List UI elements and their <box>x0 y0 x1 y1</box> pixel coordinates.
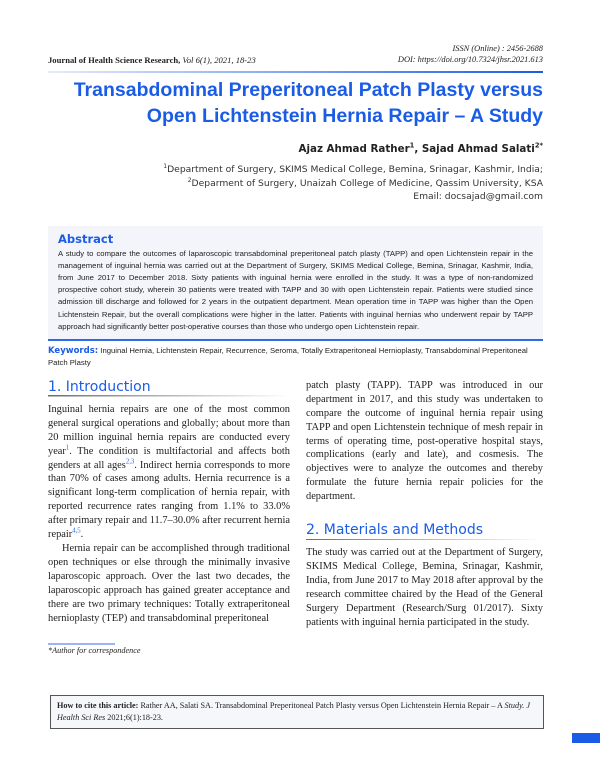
affiliation-text: Deparment of Surgery, Unaizah College of Medicine, Qassim University, KSA <box>191 177 543 189</box>
journal-citation <box>48 55 256 65</box>
affiliation <box>48 177 543 191</box>
article-title: Transabdominal Preperitoneal Patch Plasty versus Open Lichtenstein Hernia Repair – A Study <box>73 79 543 127</box>
footnote: *Author for correspondence <box>48 646 141 656</box>
keywords <box>48 345 543 369</box>
citation-journal: Study. J Health Sci Res <box>57 701 530 723</box>
reference-link[interactable]: 2,3 <box>125 458 135 466</box>
authors: Ajaz Ahmad Rather$^1$, Sajad Ahmad Salati$^{2*}$ <box>298 141 543 155</box>
journal-ids <box>398 43 543 65</box>
author-name: Ajaz Ahmad Rather <box>298 143 410 155</box>
affiliation-mark: 2 <box>187 176 192 184</box>
journal-header <box>48 43 543 65</box>
author-mark: 2* <box>534 141 543 150</box>
intro-paragraph-3: patch plasty (TAPP). TAPP was introduced in our department in 2017, and this study was undertaken to compare the outcome of inguinal hernia repair using TAPP and open Lichtenstein technique of mesh repair in terms of operating time, post-operative hospital stays, complications (early and late), and cosmesis. The objectives were to analyze the outcomes and thereby formulate the future hernia repair policies for the department. <box>306 379 543 503</box>
text: . Indirect hernia corresponds to more than 70% of cases among adults. Hernia recurrence is a significant long-term complication of hernia repair, with reported recurrence rates ranging from 1.1% to 33.0% after primary repair and 11.7–30.0% after recurrent hernia repair <box>48 459 290 541</box>
abstract-heading: Abstract <box>58 231 114 246</box>
affiliation-mark: 1 <box>163 162 168 170</box>
intro-paragraph-1 <box>48 403 290 542</box>
right-column <box>306 379 543 630</box>
abstract-box <box>48 226 543 341</box>
header-divider <box>48 71 543 73</box>
reference-link[interactable]: 1 <box>65 444 70 452</box>
affiliation-text: Department of Surgery, SKIMS Medical College, Bemina, Srinagar, Kashmir, India; <box>167 164 543 175</box>
affiliations <box>48 163 543 204</box>
methods-paragraph-1: The study was carried out at the Department of Surgery, SKIMS Medical College, Bemina, Srinagar, Kashmir, India, from June 2017 to May 2018 after approval by the research committee chaired by the Head of the General Surgery Department (Research/Surg 01/2017). Sixty patients with inguinal hernia participated in the study. <box>306 547 543 628</box>
citation-tail: 2021;6(1):18-23. <box>105 713 163 723</box>
body-columns <box>48 379 543 656</box>
journal-volume: Vol 6(1), 2021, 18-23 <box>182 55 256 65</box>
author-name: Sajad Ahmad Salati <box>421 143 535 155</box>
text: . The condition is multifactorial and affects both genders at all ages <box>48 445 290 471</box>
issn: ISSN (Online) : 2456-2688 <box>452 44 543 53</box>
citation-text: Rather AA, Salati SA. Transabdominal Preperitoneal Patch Plasty versus Open Lichtenstein Hernia Repair – A <box>138 701 505 711</box>
section-heading-methods: 2. Materials and Methods <box>306 522 543 540</box>
keywords-text: Inguinal Hernia, Lichtenstein Repair, Recurrence, Seroma, Totally Extraperitoneal Hernioplasty, Transabdominal Preperitoneal Patch Plasty <box>48 345 528 368</box>
abstract-text: A study to compare the outcomes of laparoscopic transabdominal preperitoneal patch plasty (TAPP) and open Lichtenstein repair in the management of inguinal hernia was carried out at the Department of Surgery, SKIMS Medical College, Bemina, Srinagar, Kashmir, India, from June 2017 to December 2018. Sixty patients with inguinal hernia were enrolled in the study. It was a type of non-randomized prospective cohort study, wherein 30 patients were treated with TAPP and 30 with open Lichtenstein repair. Patients were studied since admission till discharge and followed for 2 years in the outpatient department. Mean operation time in TAPP was higher than the Open Lichtenstein Repair, but the overall complications were higher in the latter. Patients with inguinal hernias who underwent repair by TAPP approach had significantly better post-operative courses than those who undergo open Lichtenstein repair. <box>58 248 533 331</box>
email[interactable]: Email: docsajad@gmail.com <box>413 191 543 202</box>
left-column <box>48 379 290 656</box>
author-mark: 1 <box>409 141 415 150</box>
page-edge-tab <box>572 733 600 743</box>
reference-link[interactable]: 4,5 <box>72 527 81 535</box>
citation-label: How to cite this article: <box>57 701 139 711</box>
doi-link[interactable]: DOI: https://doi.org/10.7324/jhsr.2021.613 <box>397 55 543 64</box>
footnote-divider <box>48 643 115 645</box>
keywords-label: Keywords: <box>48 345 99 356</box>
affiliation <box>48 163 543 177</box>
citation-box <box>50 695 544 729</box>
text: Inguinal hernia repairs are one of the most common general surgical operations and globally; about more than 20 million inguinal hernia repairs are conducted every year <box>48 403 290 457</box>
journal-name: Journal of Health Science Research, <box>48 55 181 65</box>
intro-paragraph-2: Hernia repair can be accomplished through traditional open techniques or else through the minimally invasive laparoscopic approach. Over the last two decades, the laparoscopic approach has gained greater acceptance and there are two primary techniques: Totally extraperitoneal hernioplasty (TEP) and transabdominal preperitoneal <box>48 542 290 624</box>
section-heading-introduction: 1. Introduction <box>48 379 290 397</box>
text: . <box>80 529 84 541</box>
